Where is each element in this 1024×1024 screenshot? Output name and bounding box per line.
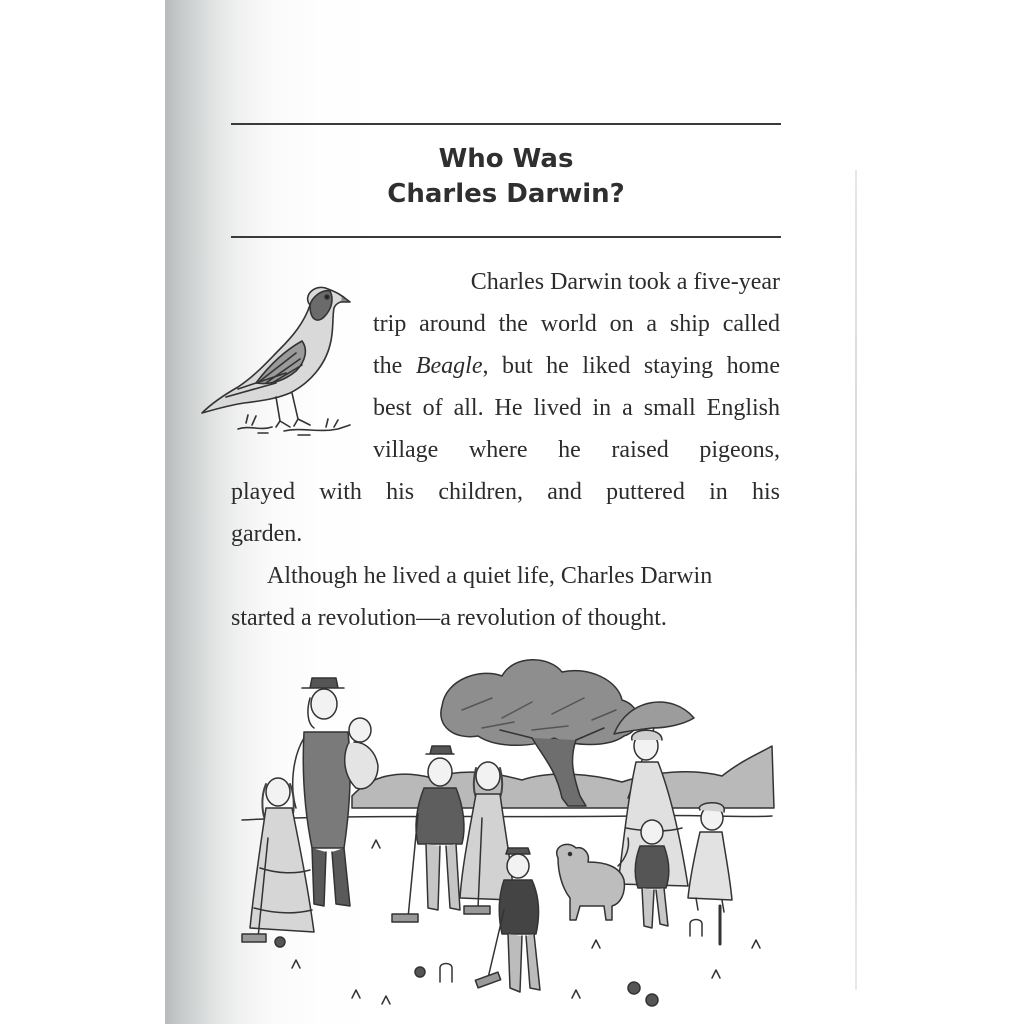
ship-name-italic: Beagle (415, 353, 483, 379)
pigeon-illustration (198, 275, 358, 440)
paragraph-1-line-1: Charles Darwin took a five-year (470, 269, 780, 295)
paragraph-1-line-5: village where he raised pigeons, (373, 437, 780, 463)
paragraph-2-line-1: Although he lived a quiet life, Charles Darwin (267, 563, 713, 589)
paragraph-1-line-2: trip around the world on a ship called (373, 311, 780, 337)
heading-rule-top (231, 123, 781, 125)
page-edge-shadow (855, 170, 857, 990)
text-segment: the (373, 353, 416, 379)
page-title (231, 142, 781, 212)
paragraph-1-line-4: best of all. He lived in a small English (373, 395, 780, 421)
text-segment: , but he liked staying home (482, 353, 780, 379)
paragraph-1 (373, 261, 780, 471)
page-title-line-2: Charles Darwin? (387, 179, 625, 209)
paragraph-1-continued (231, 471, 780, 555)
family-croquet-illustration (232, 648, 777, 1018)
page-title-line-1: Who Was (438, 144, 574, 174)
paragraph-1-line-3 (373, 345, 780, 387)
paragraph-2-line-2: started a revolution—a revolution of thought. (231, 605, 667, 631)
paragraph-2 (231, 555, 780, 639)
paragraph-1-line-7: garden. (231, 521, 303, 547)
paragraph-1-line-6: played with his children, and puttered in his (231, 479, 780, 505)
heading-rule-bottom (231, 236, 781, 238)
